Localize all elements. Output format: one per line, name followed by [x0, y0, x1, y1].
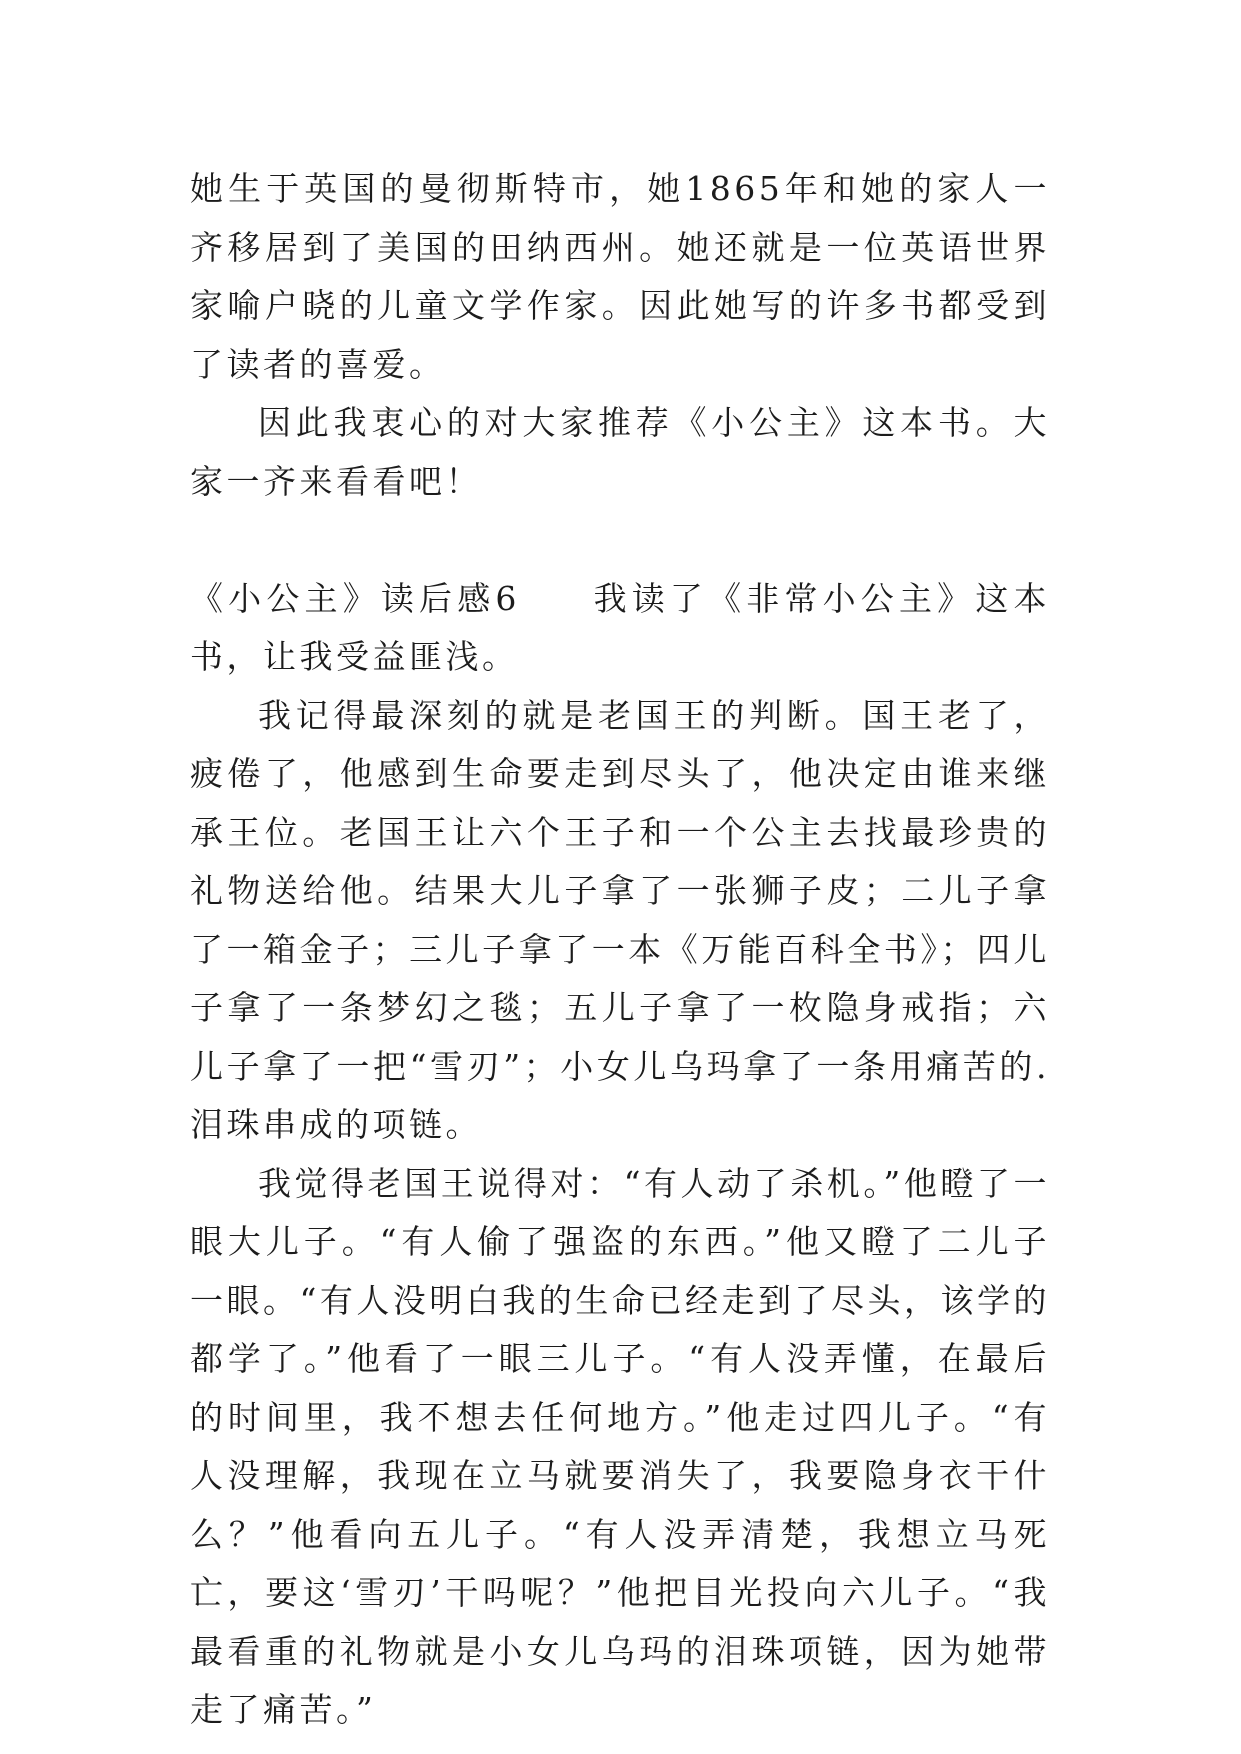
- section-heading: 《小公主》读后感6: [190, 578, 520, 618]
- section-spacer: [190, 511, 1050, 570]
- paragraph-author-bio: 她生于英国的曼彻斯特市，她1865年和她的家人一齐移居到了美国的田纳西州。她还就是一位英语世界家喻户晓的儿童文学作家。因此她写的许多书都受到了读者的喜爱。: [190, 169, 1050, 384]
- document-page: [190, 160, 1050, 1740]
- section-heading-paragraph: [190, 570, 1050, 687]
- paragraph-king-judgement: 我觉得老国王说得对：“有人动了杀机。”他瞪了一眼大儿子。“有人偷了强盗的东西。”他又瞪了二儿子一眼。“有人没明白我的生命已经走到了尽头，该学的都学了。”他看了一眼三儿子。“有人没弄懂，在最后的时间里，我不想去任何地方。”他走过四儿子。“有人没理解，我现在立马就要消失了，我要隐身衣干什么？”他看向五儿子。“有人没弄清楚，我想立马死亡，要这‘雪刃’干吗呢？”他把目光投向六儿子。“我最看重的礼物就是小女儿乌玛的泪珠项链，因为她带走了痛苦。”: [190, 1163, 1050, 1729]
- paragraph-king-gifts: 我记得最深刻的就是老国王的判断。国王老了，疲倦了，他感到生命要走到尽头了，他决定由谁来继承王位。老国王让六个王子和一个公主去找最珍贵的礼物送给他。结果大儿子拿了一张狮子皮；二儿子拿了一箱金子；三儿子拿了一本《万能百科全书》；四儿子拿了一条梦幻之毯；五儿子拿了一枚隐身戒指；六儿子拿了一把“雪刃”；小女儿乌玛拿了一条用痛苦的.泪珠串成的项链。: [190, 695, 1050, 1144]
- section-first-text: 我读了《非常小公主》这本书，让我受益匪浅。: [190, 578, 1051, 676]
- paragraph-recommendation: 因此我衷心的对大家推荐《小公主》这本书。大家一齐来看看吧！: [190, 403, 1050, 501]
